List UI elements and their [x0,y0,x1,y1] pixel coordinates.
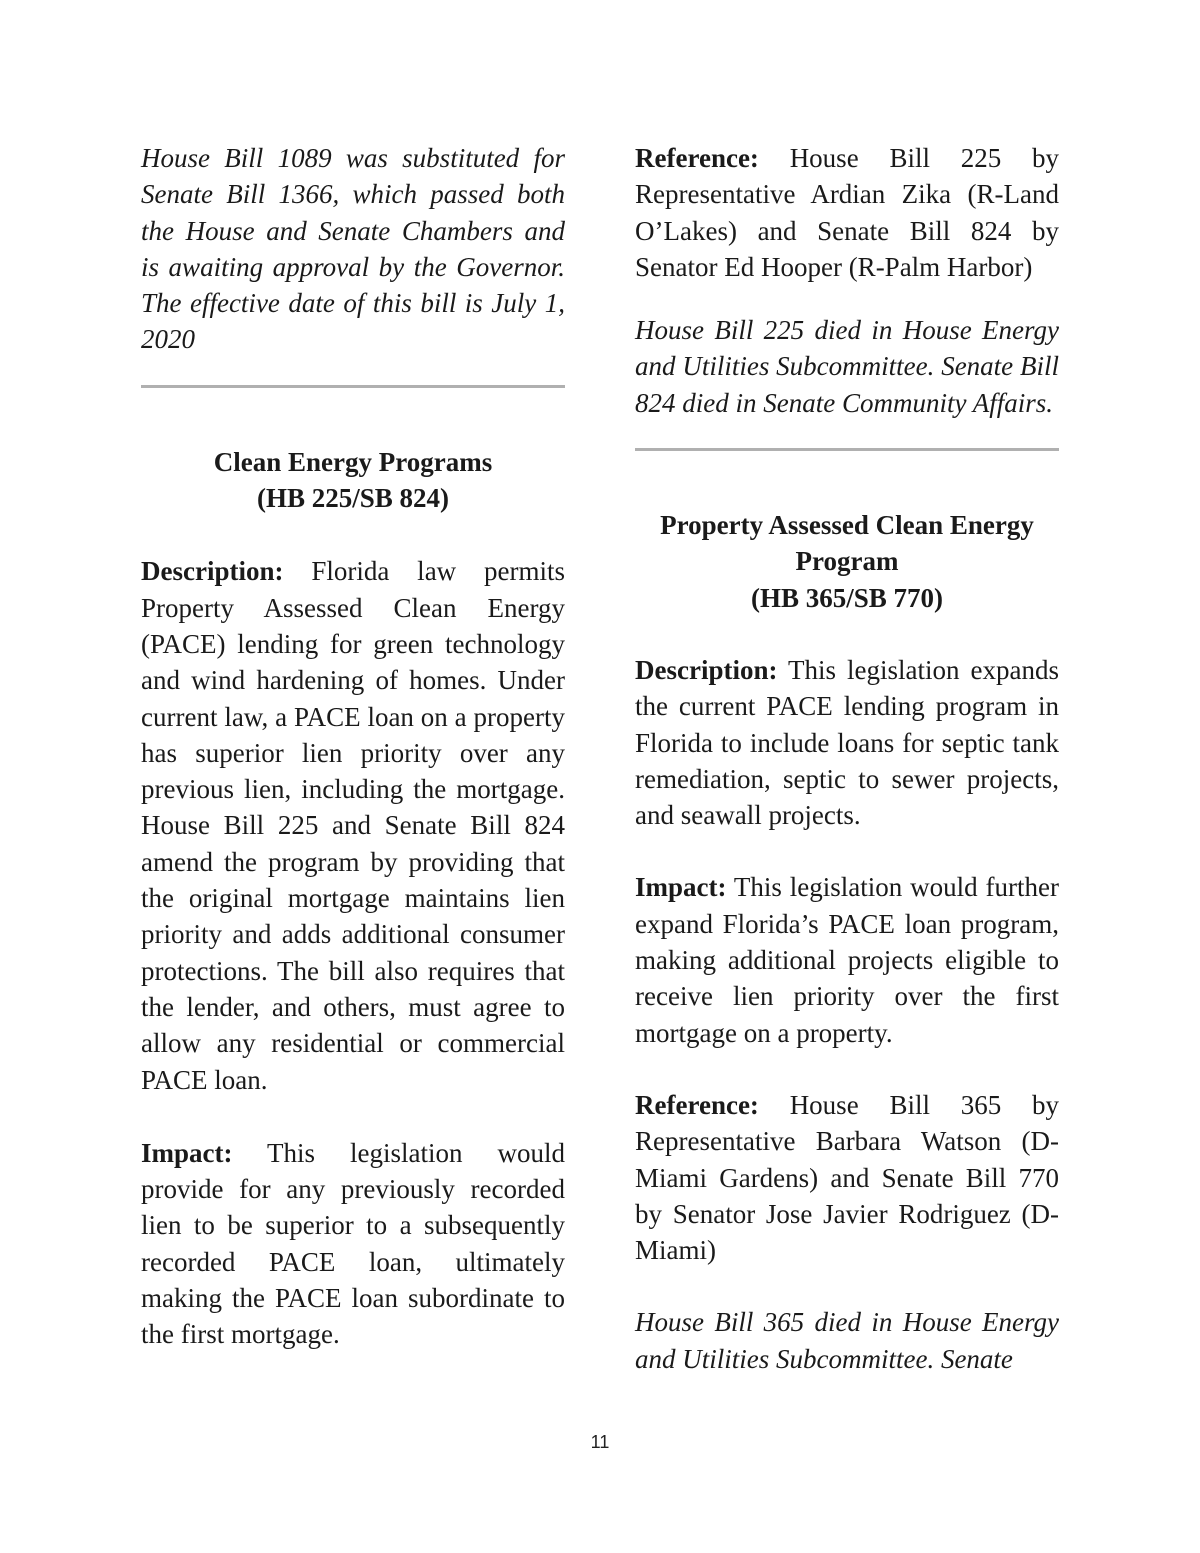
impact-paragraph [635,869,1059,1050]
left-column [141,140,565,1353]
section-title-clean-energy: Clean Energy Programs [213,446,493,477]
description-text: This legislation expands the current PACE lending program in Florida to include loans for septic tank remediation, septic to sewer projects, and seawall projects. [635,654,1059,831]
reference-label: Reference: [635,1089,759,1120]
reference-paragraph [635,1087,1059,1268]
impact-label: Impact: [635,872,727,903]
section-divider [635,448,1059,451]
impact-text: This legislation would provide for any previously recorded lien to be superior to a subsequently recorded PACE loan, ultimately making the PACE loan subordinate to the first mortgage. [141,1137,566,1350]
section-bills-clean-energy: (HB 225/SB 824) [256,483,450,514]
right-column [635,140,1059,1377]
hb225-status: House Bill 225 died in House Energy and Utilities Subcommittee. Senate Bill 824 died in Senate Community Affairs. [635,315,1059,418]
reference-text: House Bill 365 by Representative Barbara Watson (D-Miami Gardens) and Senate Bill 770 by Senator Jose Javier Rodriguez (D-Miami) [635,1089,1059,1266]
description-label: Description: [635,654,778,685]
hb1089-status: House Bill 1089 was substituted for Senate Bill 1366, which passed both the House and Senate Chambers and is awaiting approval by the Governor. The effective date of this bill is July 1, 2020 [141,143,565,355]
reference-label: Reference: [635,143,759,173]
reference-text: House Bill 225 by Representative Ardian Zika (R-Land O’Lakes) and Senate Bill 824 by Senator Ed Hooper (R-Palm Harbor) [635,143,1059,282]
reference-paragraph [635,140,1059,285]
description-text: Florida law permits Property Assessed Clean Energy (PACE) lending for green technology and wind hardening of homes. Under current law, a PACE loan on a property has superior lien priority over any previous lien, including the mortgage. House Bill 225 and Senate Bill 824 amend the program by providing that the original mortgage maintains lien priority and adds additional consumer protections. The bill also requires that the lender, and others, must agree to allow any residential or commercial PACE loan. [141,556,566,1095]
description-label: Description: [141,556,284,587]
impact-text: This legislation would further expand Florida’s PACE loan program, making additional projects eligible to receive lien priority over the first mortgage on a property. [635,872,1059,1048]
section-divider [141,385,565,388]
section-title-pace-line2: Program [795,546,899,577]
impact-paragraph [141,1135,565,1353]
section-title-pace-line1: Property Assessed Clean Energy [660,510,1034,541]
description-paragraph [635,652,1059,833]
impact-label: Impact: [141,1137,233,1168]
description-paragraph [141,553,565,1097]
section-bills-pace: (HB 365/SB 770) [750,582,944,613]
page-number: 11 [590,1432,610,1452]
hb365-status: House Bill 365 died in House Energy and Utilities Subcommittee. Senate [635,1307,1059,1374]
